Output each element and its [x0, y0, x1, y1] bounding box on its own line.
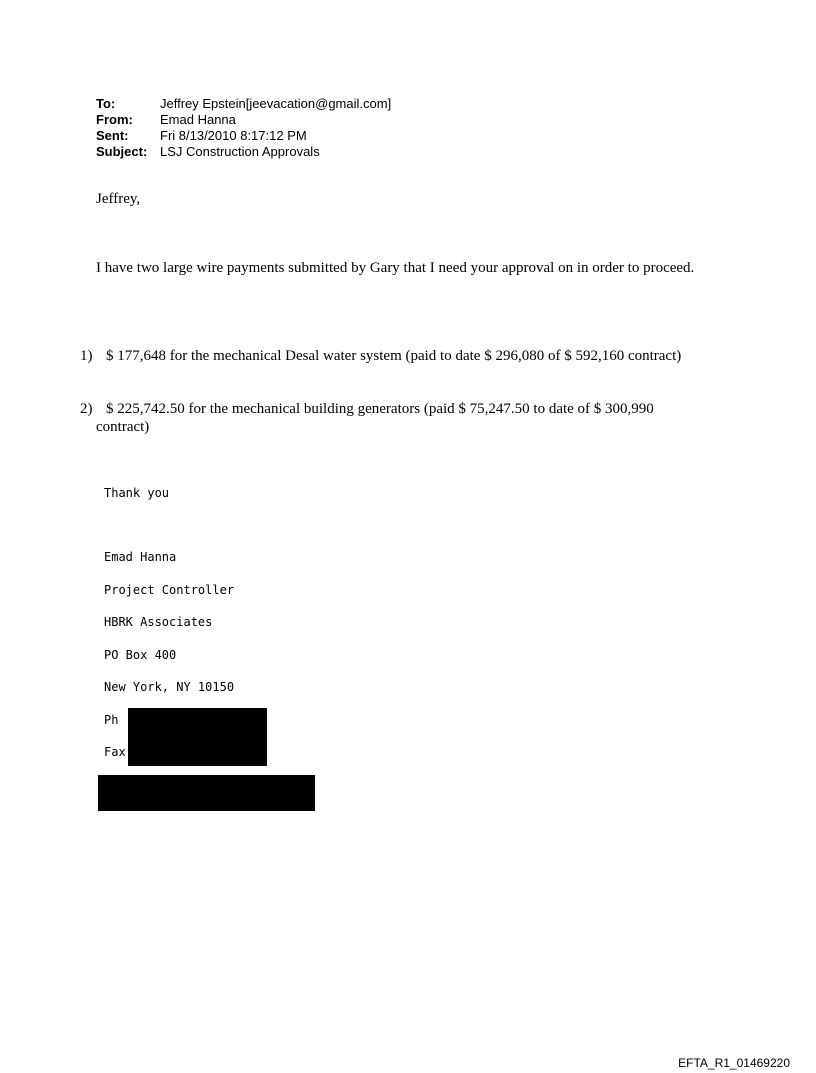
subject-label: Subject: [96, 144, 148, 159]
from-row [96, 112, 391, 128]
list-item-number: 1) [80, 348, 93, 364]
signature-company: HBRK Associates [104, 615, 213, 629]
to-value: Jeffrey Epstein[jeevacation@gmail.com] [160, 96, 392, 111]
sent-value: Fri 8/13/2010 8:17:12 PM [160, 128, 307, 143]
signature-address-line-1: PO Box 400 [104, 648, 177, 662]
list-item-text: $ 177,648 for the mechanical Desal water system (paid to date $ 296,080 of $ 592,160 contract) [106, 348, 682, 364]
sent-row [96, 128, 391, 144]
intro-paragraph: I have two large wire payments submitted by Gary that I need your approval on in order to proceed. [96, 260, 695, 276]
greeting: Jeffrey, [96, 191, 141, 207]
subject-value: LSJ Construction Approvals [160, 144, 320, 159]
signature-address-line-2: New York, NY 10150 [104, 680, 235, 694]
signature-name: Emad Hanna [104, 550, 177, 564]
to-label: To: [96, 96, 116, 111]
from-value: Emad Hanna [160, 112, 236, 127]
phone-label: Ph [104, 713, 119, 727]
list-item-text: $ 225,742.50 for the mechanical building generators (paid $ 75,247.50 to date of $ 300,990 contract) [96, 401, 654, 435]
to-row [96, 96, 391, 112]
redaction-box-email [98, 775, 315, 811]
redaction-box-phone-fax [128, 708, 267, 766]
list-item-number: 2) [80, 401, 93, 417]
signature-closing: Thank you [104, 486, 170, 500]
email-header [96, 96, 391, 160]
list-item [80, 347, 700, 365]
list-item [80, 400, 700, 436]
signature-title: Project Controller [104, 583, 235, 597]
sent-label: Sent: [96, 128, 129, 143]
from-label: From: [96, 112, 133, 127]
subject-row [96, 144, 391, 160]
document-id: EFTA_R1_01469220 [678, 1056, 790, 1070]
fax-label: Fax [104, 745, 126, 759]
